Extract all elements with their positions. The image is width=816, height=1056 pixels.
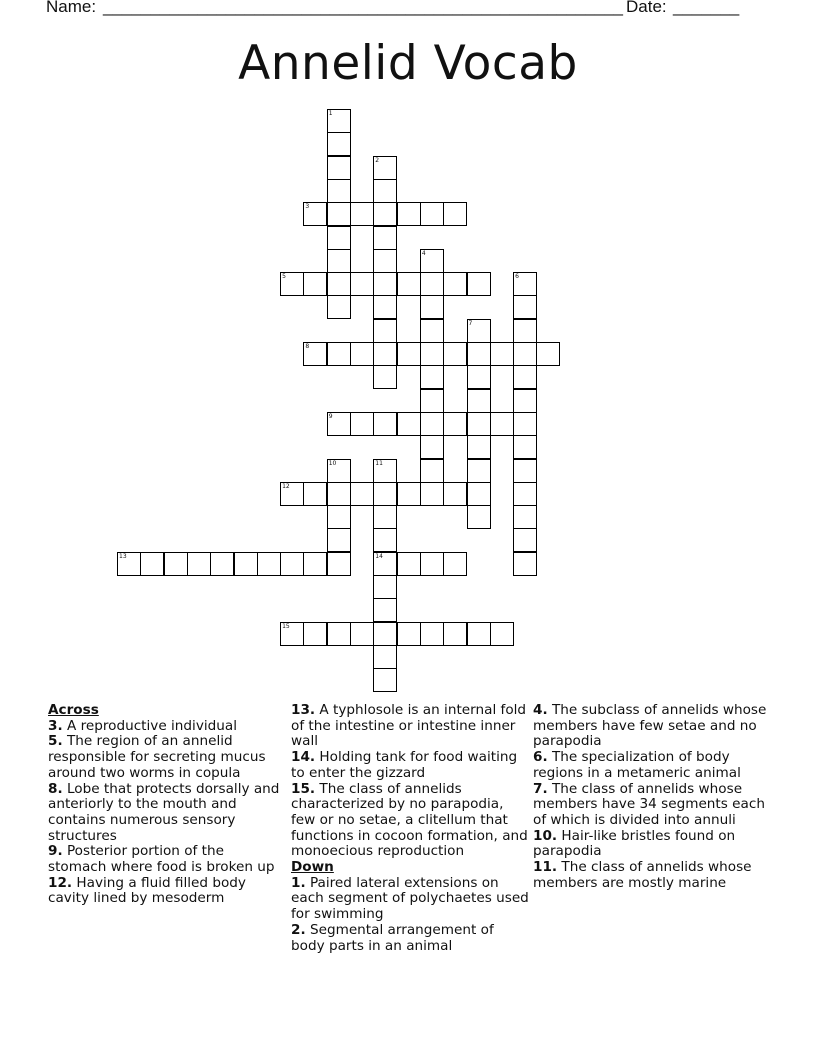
clue-number: 8 (305, 343, 310, 350)
crossword-cell[interactable] (373, 552, 397, 576)
page-title: Annelid Vocab (238, 36, 578, 91)
clue-number: 1 (328, 110, 333, 117)
crossword-cell[interactable] (117, 552, 141, 576)
crossword-cell[interactable] (373, 202, 397, 226)
clues-column-2 (291, 703, 529, 954)
crossword-cell[interactable] (513, 389, 537, 413)
crossword-cell[interactable] (373, 179, 397, 203)
clue-across-15: 15. The class of annelids characterized by no parapodia, few or no setae, a clitellum that functions in cocoon formation, and monoecious reproduction (291, 780, 528, 860)
crossword-cell[interactable] (490, 412, 514, 436)
crossword-cell[interactable] (373, 622, 397, 646)
crossword-cell[interactable] (327, 412, 351, 436)
crossword-cell[interactable] (397, 482, 421, 506)
crossword-cell[interactable] (467, 435, 491, 459)
clue-number: 9 (328, 412, 333, 420)
crossword-cell[interactable] (373, 156, 397, 180)
crossword-cell[interactable] (303, 622, 327, 646)
crossword-cell[interactable] (467, 412, 491, 436)
crossword-cell[interactable] (467, 622, 491, 646)
clue-number: 5 (282, 273, 286, 281)
crossword-cell[interactable] (513, 528, 537, 552)
crossword-cell[interactable] (373, 459, 397, 483)
crossword-cell[interactable] (467, 389, 491, 413)
date-label: Date: (626, 0, 667, 16)
crossword-cell[interactable] (350, 412, 374, 436)
crossword-cell[interactable] (513, 412, 537, 436)
crossword-cell[interactable] (397, 412, 421, 436)
crossword-cell[interactable] (513, 319, 537, 343)
crossword-cell[interactable] (513, 459, 537, 483)
crossword-cell[interactable] (373, 226, 397, 250)
crossword-cell[interactable] (303, 552, 327, 576)
clue-number: 6 (515, 273, 519, 281)
crossword-cell[interactable] (373, 668, 397, 692)
clues-column-3 (533, 703, 773, 891)
crossword-cell[interactable] (280, 482, 304, 506)
across-heading: Across (48, 702, 99, 718)
crossword-cell[interactable] (350, 202, 374, 226)
crossword-cell[interactable] (350, 482, 374, 506)
crossword-cell[interactable] (350, 622, 374, 646)
crossword-cell[interactable] (280, 552, 304, 576)
clue-across-14: 14. Holding tank for food waiting to enter the gizzard (291, 749, 518, 781)
crossword-cell[interactable] (467, 365, 491, 389)
crossword-cell[interactable] (327, 459, 351, 483)
crossword-cell[interactable] (467, 505, 491, 529)
crossword-cell[interactable] (327, 272, 351, 296)
crossword-cell[interactable] (443, 482, 467, 506)
crossword-cell[interactable] (397, 202, 421, 226)
clue-number: 10 (328, 459, 337, 467)
crossword-cell[interactable] (420, 202, 444, 226)
clue-down-10: 10. Hair-like bristles found on parapodia (533, 827, 736, 860)
crossword-cell[interactable] (327, 342, 351, 366)
crossword-cell[interactable] (420, 622, 444, 646)
crossword-cell[interactable] (187, 552, 211, 576)
crossword-cell[interactable] (327, 179, 351, 203)
crossword-cell[interactable] (327, 226, 351, 250)
crossword-cell[interactable] (327, 202, 351, 226)
crossword-cell[interactable] (397, 552, 421, 576)
crossword-cell[interactable] (420, 272, 444, 296)
crossword-cell[interactable] (140, 552, 164, 576)
clue-number: 12 (282, 482, 290, 490)
clue-number: 13 (119, 552, 127, 560)
crossword-cell[interactable] (420, 319, 444, 343)
crossword-cell[interactable] (420, 249, 444, 273)
crossword-cell[interactable] (513, 552, 537, 576)
date-field[interactable]: _______ (673, 0, 740, 16)
crossword-cell[interactable] (373, 505, 397, 529)
clue-number: 7 (468, 319, 473, 327)
crossword-cell[interactable] (373, 365, 397, 389)
crossword-cell[interactable] (234, 552, 258, 576)
crossword-cell[interactable] (490, 622, 514, 646)
crossword-cell[interactable] (467, 319, 491, 343)
clue-down-1: 1. Paired lateral extensions on each segment of polychaetes used for swimming (291, 874, 529, 923)
crossword-cell[interactable] (467, 272, 491, 296)
crossword-cell[interactable] (467, 342, 491, 366)
clue-across-8: 8. Lobe that protects dorsally and anteriorly to the mouth and contains numerous sensory structures (48, 780, 280, 844)
crossword-cell[interactable] (280, 272, 304, 296)
crossword-cell[interactable] (420, 365, 444, 389)
crossword-cell[interactable] (397, 272, 421, 296)
clue-number: 3 (305, 203, 310, 211)
crossword-cell[interactable] (420, 389, 444, 413)
crossword-cell[interactable] (513, 365, 537, 389)
crossword-cell[interactable] (373, 272, 397, 296)
crossword-cell[interactable] (280, 622, 304, 646)
crossword-cell[interactable] (164, 552, 188, 576)
crossword-cell[interactable] (303, 202, 327, 226)
crossword-cell[interactable] (327, 249, 351, 273)
crossword-cell[interactable] (350, 272, 374, 296)
clue-down-6: 6. The specialization of body regions in a metameric animal (533, 749, 741, 781)
clue-number: 14 (375, 552, 383, 560)
clue-across-9: 9. Posterior portion of the stomach where food is broken up (48, 843, 275, 876)
crossword-cell[interactable] (397, 342, 421, 366)
name-field[interactable]: _______________________________________________________ (103, 0, 624, 16)
clue-down-7: 7. The class of annelids whose members have 34 segments each of which is divided into annuli (533, 780, 765, 828)
crossword-cell[interactable] (513, 342, 537, 366)
clue-across-3: 3. A reproductive individual (48, 717, 237, 734)
crossword-cell[interactable] (257, 552, 281, 576)
crossword-cell[interactable] (443, 622, 467, 646)
crossword-cell[interactable] (327, 482, 351, 506)
crossword-cell[interactable] (443, 342, 467, 366)
crossword-cell[interactable] (490, 342, 514, 366)
crossword-cell[interactable] (327, 528, 351, 552)
down-heading: Down (291, 859, 334, 876)
crossword-cell[interactable] (420, 342, 444, 366)
crossword-cell[interactable] (373, 645, 397, 669)
clue-number: 4 (421, 249, 426, 257)
crossword-cell[interactable] (467, 459, 491, 483)
crossword-cell[interactable] (327, 156, 351, 180)
crossword-cell[interactable] (303, 272, 327, 296)
clue-number: 11 (375, 459, 383, 467)
crossword-cell[interactable] (513, 435, 537, 459)
crossword-cell[interactable] (443, 272, 467, 296)
crossword-cell[interactable] (373, 575, 397, 599)
crossword-cell[interactable] (373, 342, 397, 366)
crossword-cell[interactable] (420, 459, 444, 483)
clues-column-1 (48, 703, 284, 907)
name-label: Name: (46, 0, 97, 16)
crossword-cell[interactable] (327, 132, 351, 156)
crossword-cell[interactable] (513, 272, 537, 296)
crossword-cell[interactable] (373, 295, 397, 319)
crossword-cell[interactable] (327, 552, 351, 576)
crossword-cell[interactable] (373, 319, 397, 343)
clue-down-4: 4. The subclass of annelids whose members have few setae and no parapodia (533, 702, 767, 750)
crossword-cell[interactable] (513, 295, 537, 319)
crossword-cell[interactable] (467, 482, 491, 506)
clue-across-5: 5. The region of an annelid responsible for secreting mucus around two worms in copula (48, 733, 266, 781)
crossword-cell[interactable] (513, 482, 537, 506)
crossword-cell[interactable] (420, 295, 444, 319)
clue-across-13: 13. A typhlosole is an internal fold of the intestine or intestine inner wall (291, 702, 527, 750)
crossword-cell[interactable] (327, 622, 351, 646)
crossword-cell[interactable] (350, 342, 374, 366)
crossword-cell[interactable] (420, 482, 444, 506)
clue-down-11: 11. The class of annelids whose members are mostly marine (533, 859, 752, 891)
clue-number: 2 (375, 156, 380, 164)
crossword-cell[interactable] (373, 482, 397, 506)
crossword-cell[interactable] (513, 505, 537, 529)
clue-number: 15 (282, 622, 290, 630)
crossword-cell[interactable] (420, 435, 444, 459)
crossword-cell[interactable] (373, 598, 397, 622)
crossword-cell[interactable] (373, 249, 397, 273)
crossword-cell[interactable] (536, 342, 560, 366)
crossword-cell[interactable] (420, 552, 444, 576)
crossword-cell[interactable] (327, 295, 351, 319)
crossword-cell[interactable] (443, 552, 467, 576)
clue-across-12: 12. Having a fluid filled body cavity lined by mesoderm (48, 874, 246, 907)
crossword-cell[interactable] (420, 412, 444, 436)
crossword-cell[interactable] (327, 109, 351, 133)
crossword-cell[interactable] (303, 342, 327, 366)
crossword-cell[interactable] (210, 552, 234, 576)
crossword-cell[interactable] (327, 505, 351, 529)
crossword-cell[interactable] (373, 528, 397, 552)
crossword-cell[interactable] (303, 482, 327, 506)
crossword-cell[interactable] (443, 412, 467, 436)
crossword-cell[interactable] (373, 412, 397, 436)
clue-down-2: 2. Segmental arrangement of body parts in an animal (291, 921, 494, 954)
crossword-cell[interactable] (397, 622, 421, 646)
crossword-cell[interactable] (443, 202, 467, 226)
